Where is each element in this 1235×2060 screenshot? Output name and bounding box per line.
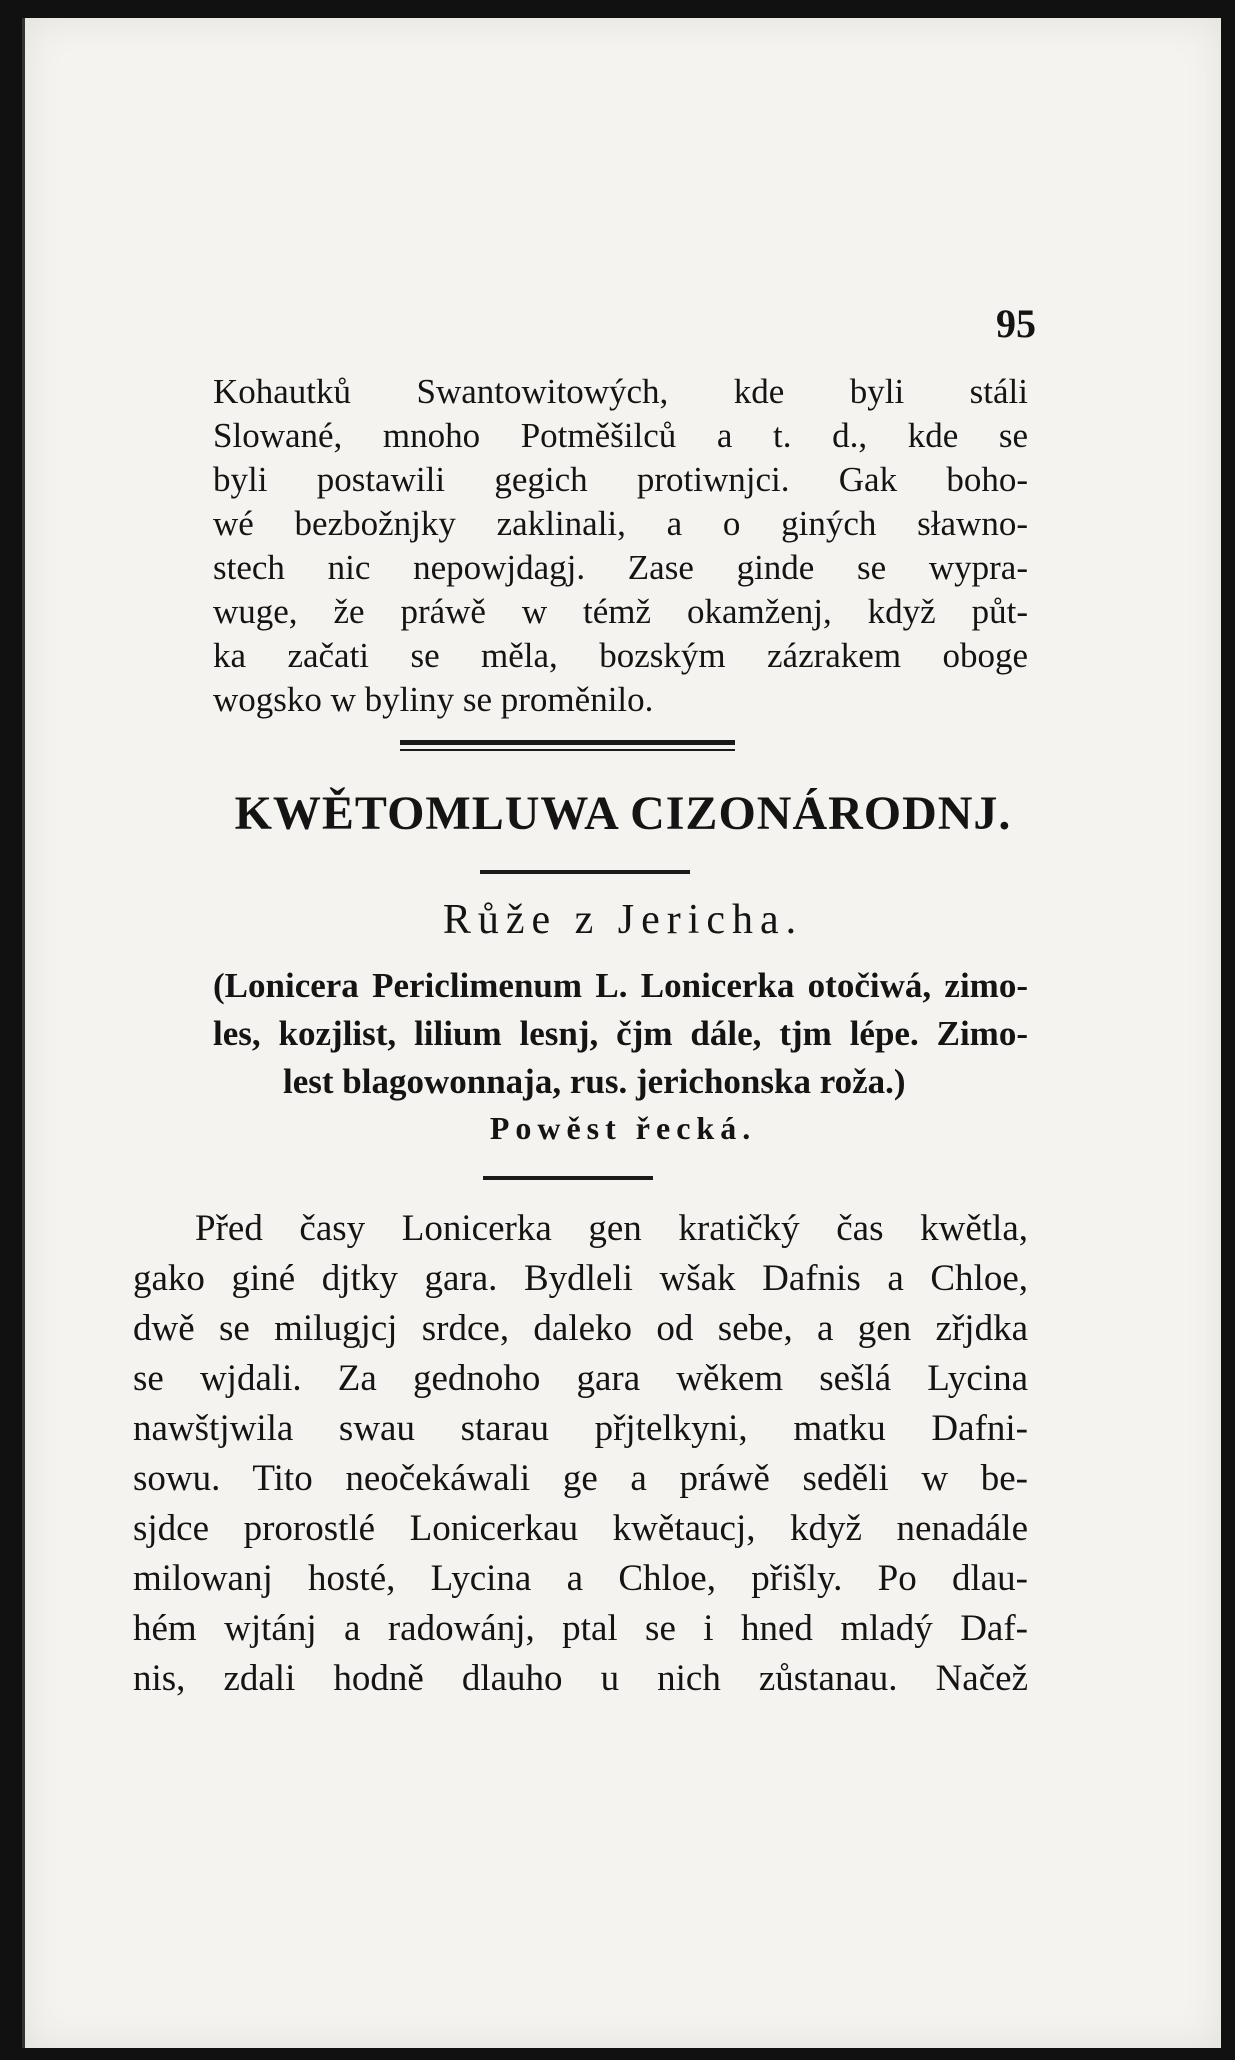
paragraph-line: sjdce prorostlé Lonicerkau kwětaucj, když nenadále <box>133 1508 1028 1549</box>
section-heading: KWĚTOMLUWA CIZONÁRODNJ. <box>234 787 1012 840</box>
book-page <box>22 18 1221 2048</box>
paragraph-line: Slowané, mnoho Potměšilců a t. d., kde se <box>213 416 1028 455</box>
paragraph-line: wogsko w byliny se proměnilo. <box>213 680 654 719</box>
paragraph-line: Kohautků Swantowitowých, kde byli stáli <box>213 372 1028 411</box>
paragraph-line: ka začati se měla, bozským zázrakem oboge <box>213 636 1028 675</box>
paragraph-line: nis, zdali hodně dlauho u nich zůstanau. Načež <box>133 1658 1028 1699</box>
paragraph-line: dwě se milugjcj srdce, daleko od sebe, a gen zřjdka <box>133 1308 1028 1349</box>
section-divider-thin <box>400 749 735 751</box>
tale-label: Powěst řecká. <box>489 1110 757 1146</box>
paragraph-line: sowu. Tito neočekáwali ge a práwě seděli w be- <box>133 1458 1028 1499</box>
page-number: 95 <box>996 301 1036 346</box>
section-divider-thick <box>400 740 735 745</box>
paragraph-line: hém wjtánj a radowánj, ptal se i hned mladý Daf- <box>133 1608 1028 1649</box>
paragraph-line: wuge, že práwě w témž okamženj, když půt- <box>213 592 1028 631</box>
botanical-line: (Lonicera Periclimenum L. Lonicerka otočiwá, zimo- <box>213 966 1028 1005</box>
botanical-line: les, kozjlist, lilium lesnj, čjm dále, tjm lépe. Zimo- <box>213 1014 1028 1053</box>
tale-divider <box>483 1176 653 1180</box>
heading-divider <box>480 870 690 874</box>
paragraph-line: nawštjwila swau starau přjtelkyni, matku Dafni- <box>133 1408 1028 1449</box>
botanical-line: lest blagowonnaja, rus. jerichonska roža.) <box>283 1062 906 1101</box>
section-subtitle: Růže z Jericha. <box>442 897 804 943</box>
paragraph-line: se wjdali. Za gednoho gara wěkem sešlá Lycina <box>133 1358 1028 1399</box>
paragraph-line: milowanj hosté, Lycina a Chloe, přišly. Po dlau- <box>133 1558 1028 1599</box>
paragraph-line: gako giné djtky gara. Bydleli wšak Dafnis a Chloe, <box>133 1258 1028 1299</box>
paragraph-line: wé bezbožnjky zaklinali, a o giných sławno- <box>213 504 1028 543</box>
paragraph-line: byli postawili gegich protiwnjci. Gak boho- <box>213 460 1028 499</box>
paragraph-line: Před časy Lonicerka gen kratičký čas kwětla, <box>195 1208 1028 1249</box>
paragraph-line: stech nic nepowjdagj. Zase ginde se wypra- <box>213 548 1028 587</box>
